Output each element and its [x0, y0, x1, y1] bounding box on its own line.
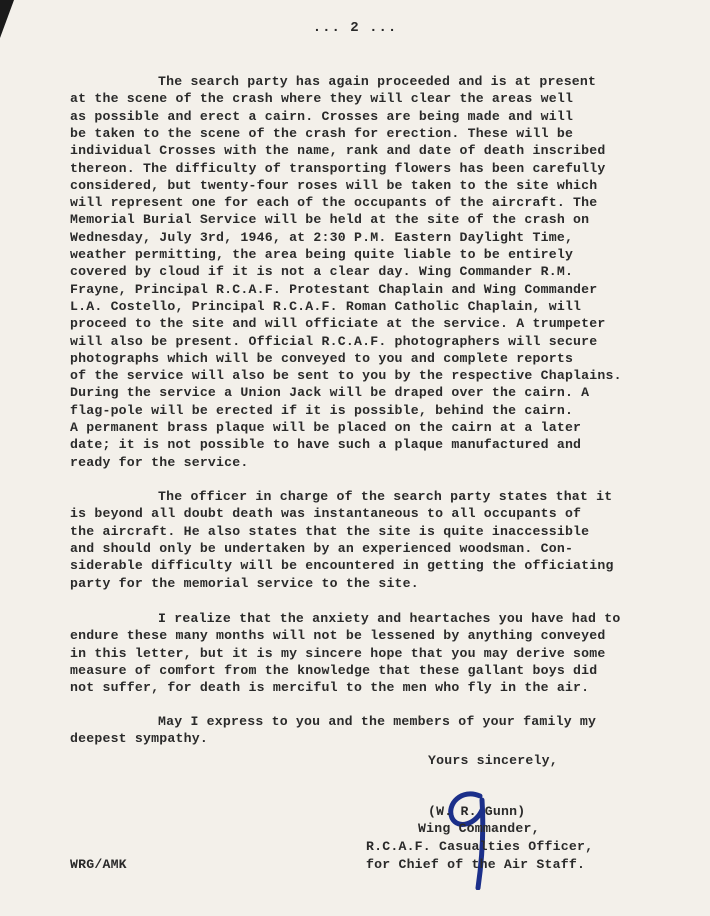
paragraph-1-line: of the service will also be sent to you by the respective Chaplains.: [70, 368, 622, 383]
paragraph-3-line: in this letter, but it is my sincere hope that you may derive some: [70, 646, 606, 661]
paragraph-1-line: photographs which will be conveyed to you and complete reports: [70, 351, 574, 366]
paragraph-1-line: Memorial Burial Service will be held at the site of the crash on: [70, 212, 590, 227]
paragraph-3-line: endure these many months will not be lessened by anything conveyed: [70, 628, 606, 643]
paragraph-1-line: will represent one for each of the occupants of the aircraft. The: [70, 195, 598, 210]
paragraph-1-line: flag-pole will be erected if it is possible, behind the cairn.: [70, 403, 574, 418]
paragraph-2-line: is beyond all doubt death was instantaneous to all occupants of: [70, 506, 582, 521]
paragraph-1-line: ready for the service.: [70, 455, 249, 470]
paragraph-1-line: During the service a Union Jack will be draped over the cairn. A: [70, 385, 590, 400]
paragraph-1-line: thereon. The difficulty of transporting flowers has been carefully: [70, 161, 606, 176]
paragraph-2-line: party for the memorial service to the site.: [70, 576, 419, 591]
paragraph-2-line: and should only be undertaken by an experienced woodsman. Con-: [70, 541, 574, 556]
signatory-title: R.C.A.F. Casualties Officer,: [366, 839, 594, 854]
page-number: ... 2 ...: [312, 20, 398, 36]
reference-initials: WRG/AMK: [70, 857, 127, 872]
paragraph-4-line: deepest sympathy.: [70, 731, 208, 746]
signatory-office: for Chief of the Air Staff.: [366, 857, 586, 872]
signatory-name: (W. R. Gunn): [428, 804, 526, 819]
paragraph-3-line: not suffer, for death is merciful to the men who fly in the air.: [70, 680, 590, 695]
paragraph-3-line: I realize that the anxiety and heartaches you have had to: [158, 611, 621, 626]
paragraph-1-line: date; it is not possible to have such a plaque manufactured and: [70, 437, 582, 452]
paragraph-1-line: Frayne, Principal R.C.A.F. Protestant Chaplain and Wing Commander: [70, 282, 598, 297]
paragraph-1-line: weather permitting, the area being quite liable to be entirely: [70, 247, 574, 262]
paragraph-1-line: proceed to the site and will officiate at the service. A trumpeter: [70, 316, 606, 331]
paragraph-1-line: The search party has again proceeded and is at present: [158, 74, 597, 89]
paragraph-1-line: as possible and erect a cairn. Crosses are being made and will: [70, 109, 574, 124]
paragraph-1-line: will also be present. Official R.C.A.F. photographers will secure: [70, 334, 598, 349]
paragraph-1-line: individual Crosses with the name, rank and date of death inscribed: [70, 143, 606, 158]
paragraph-3-line: measure of comfort from the knowledge that these gallant boys did: [70, 663, 598, 678]
paragraph-1-line: covered by cloud if it is not a clear day. Wing Commander R.M.: [70, 264, 574, 279]
paragraph-4-line: May I express to you and the members of your family my: [158, 714, 597, 729]
paragraph-1-line: be taken to the scene of the crash for erection. These will be: [70, 126, 574, 141]
paragraph-1-line: Wednesday, July 3rd, 1946, at 2:30 P.M. Eastern Daylight Time,: [70, 230, 574, 245]
paragraph-1-line: at the scene of the crash where they will clear the areas well: [70, 91, 574, 106]
paragraph-1-line: considered, but twenty-four roses will be taken to the site which: [70, 178, 598, 193]
paragraph-2-line: the aircraft. He also states that the site is quite inaccessible: [70, 524, 590, 539]
closing: Yours sincerely,: [428, 753, 558, 768]
paragraph-2-line: The officer in charge of the search party states that it: [158, 489, 613, 504]
signatory-rank: Wing Commander,: [418, 821, 540, 836]
paragraph-1-line: A permanent brass plaque will be placed on the cairn at a later: [70, 420, 582, 435]
paragraph-2-line: siderable difficulty will be encountered in getting the officiating: [70, 558, 614, 573]
paragraph-1-line: L.A. Costello, Principal R.C.A.F. Roman Catholic Chaplain, will: [70, 299, 582, 314]
